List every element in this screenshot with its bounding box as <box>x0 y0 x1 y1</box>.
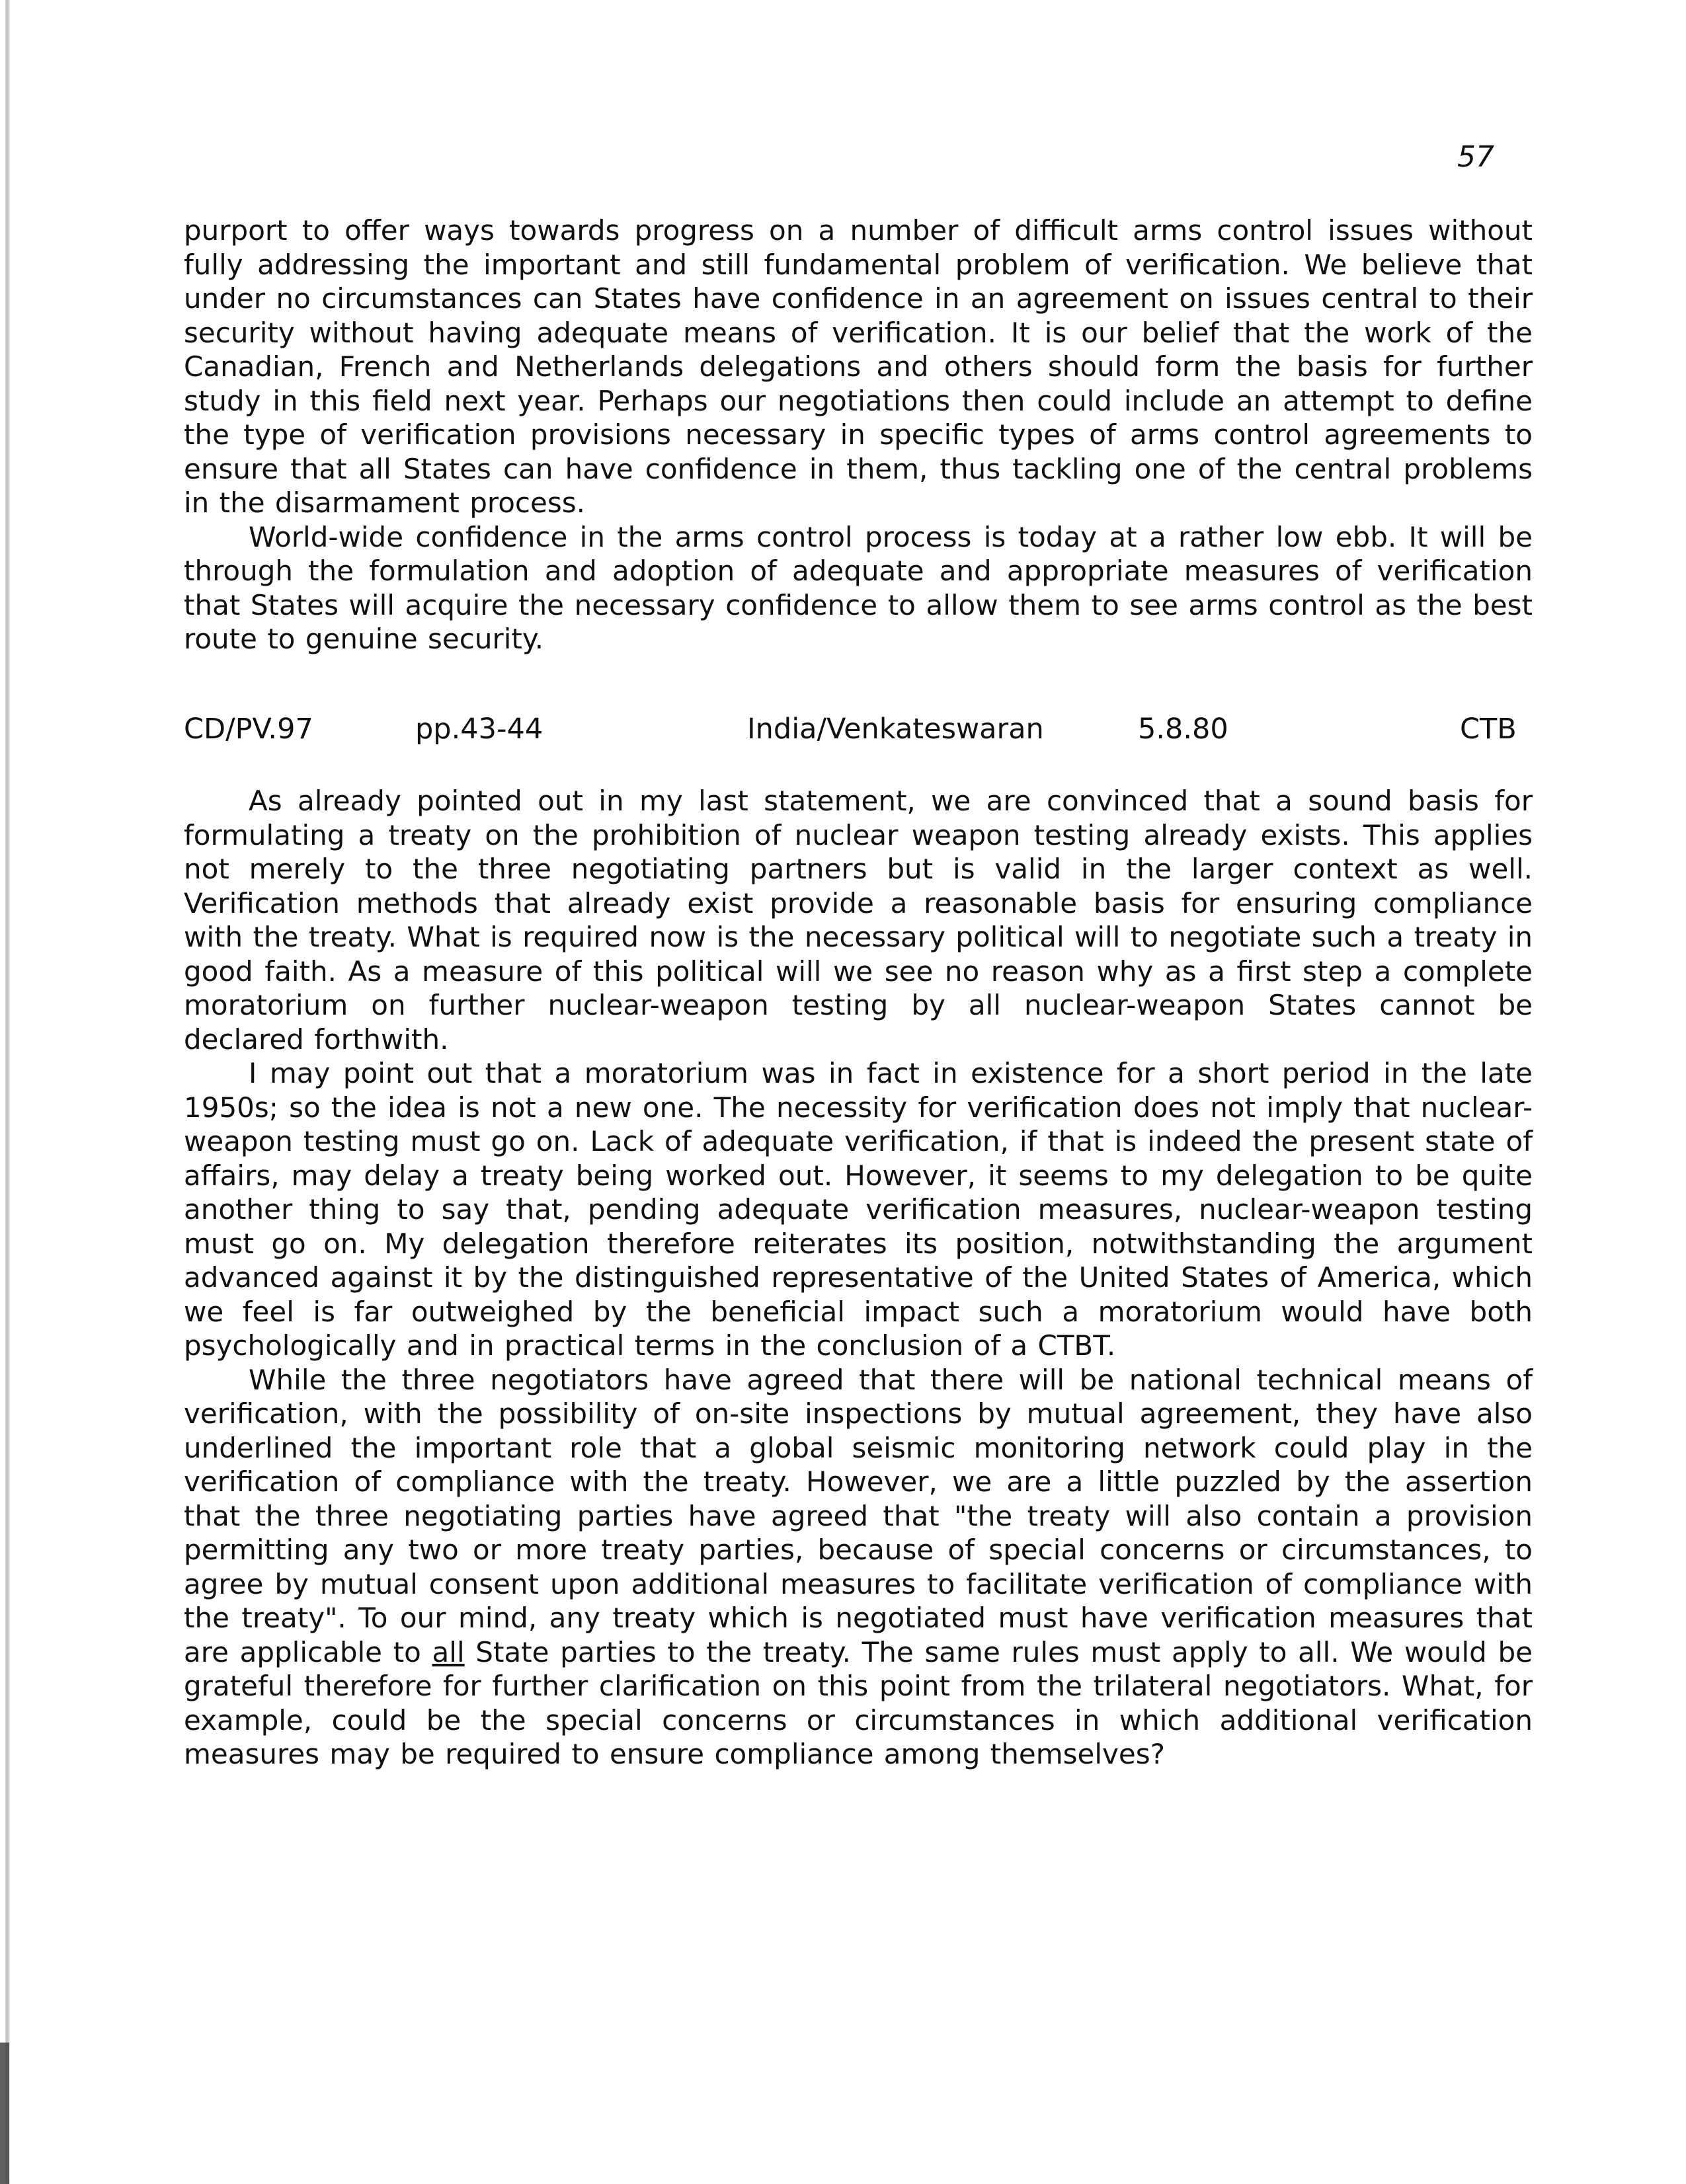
statement-text <box>184 784 1533 1772</box>
binding-edge <box>5 0 10 2184</box>
topic-code: CTB <box>1460 713 1517 746</box>
paragraph-3-part-2: State parties to the treaty. The same rules must apply to all. We would be grateful therefore for further clarification on this point from the trilateral negotiators. What, for example, could be the special concerns or circumstances in which additional verification measures may be required to ensure compliance among themselves? <box>184 1635 1533 1770</box>
speaker: India/Venkateswaran <box>747 713 1044 746</box>
intro-text <box>184 214 1533 656</box>
paragraph-3-part-1: While the three negotiators have agreed that there will be national technical means of verification, with the possibility of on-site inspections by mutual agreement, they have also underlined the important role that a global seismic monitoring network could play in the verification of compliance with the treaty. However, we are a little puzzled by the assertion that the three negotiating parties have agreed that "the treaty will also contain a provision permitting any two or more treaty parties, because of special concerns or circumstances, to agree by mutual consent upon additional measures to facilitate verification of compliance with the treaty". To our mind, any treaty which is negotiated must have verification measures that are applicable to <box>184 1363 1533 1668</box>
page-reference: pp.43-44 <box>415 713 543 746</box>
statement-paragraph-1: As already pointed out in my last statement, we are convinced that a sound basis for formulating a treaty on the prohibition of nuclear weapon testing already exists. This applies not merely to the three negotiating partners but is valid in the larger context as well. Verification methods that already exist provide a reasonable basis for ensuring compliance with the treaty. What is required now is the necessary political will to negotiate such a treaty in good faith. As a measure of this political will we see no reason why as a first step a complete moratorium on further nuclear-weapon testing by all nuclear-weapon States cannot be declared forthwith. <box>184 785 1533 1056</box>
page-number: 57 <box>1457 140 1494 174</box>
statement-paragraph-3 <box>184 1363 1533 1772</box>
binding-edge-shadow <box>0 2043 9 2184</box>
statement-date: 5.8.80 <box>1138 713 1228 746</box>
entry-header <box>184 713 1533 752</box>
intro-paragraph-1: purport to offer ways towards progress on a number of difficult arms control issues without fully addressing the important and still fundamental problem of verification. We believe that under no circumstances can States have confidence in an agreement on issues central to their security without having adequate means of verification. It is our belief that the work of the Canadian, French and Netherlands delegations and others should form the basis for further study in this field next year. Perhaps our negotiations then could include an attempt to define the type of verification provisions necessary in specific types of arms control agreements to ensure that all States can have confidence in them, thus tackling one of the central problems in the disarmament process. <box>184 214 1533 519</box>
document-reference: CD/PV.97 <box>184 713 313 746</box>
intro-paragraph-2: World-wide confidence in the arms control process is today at a rather low ebb. It will be through the formulation and adoption of adequate and appropriate measures of verification that States will acquire the necessary confidence to allow them to see arms control as the best route to genuine security. <box>184 520 1533 655</box>
statement-paragraph-2: I may point out that a moratorium was in fact in existence for a short period in the late 1950s; so the idea is not a new one. The necessity for verification does not imply that nuclear-weapon testing must go on. Lack of adequate verification, if that is indeed the present state of affairs, may delay a treaty being worked out. However, it seems to my delegation to be quite another thing to say that, pending adequate verification measures, nuclear-weapon testing must go on. My delegation therefore reiterates its position, notwithstanding the argument advanced against it by the distinguished representative of the United States of America, which we feel is far outweighed by the beneficial impact such a moratorium would have both psychologically and in practical terms in the conclusion of a CTBT. <box>184 1057 1533 1362</box>
emphasized-word: all <box>432 1635 465 1668</box>
